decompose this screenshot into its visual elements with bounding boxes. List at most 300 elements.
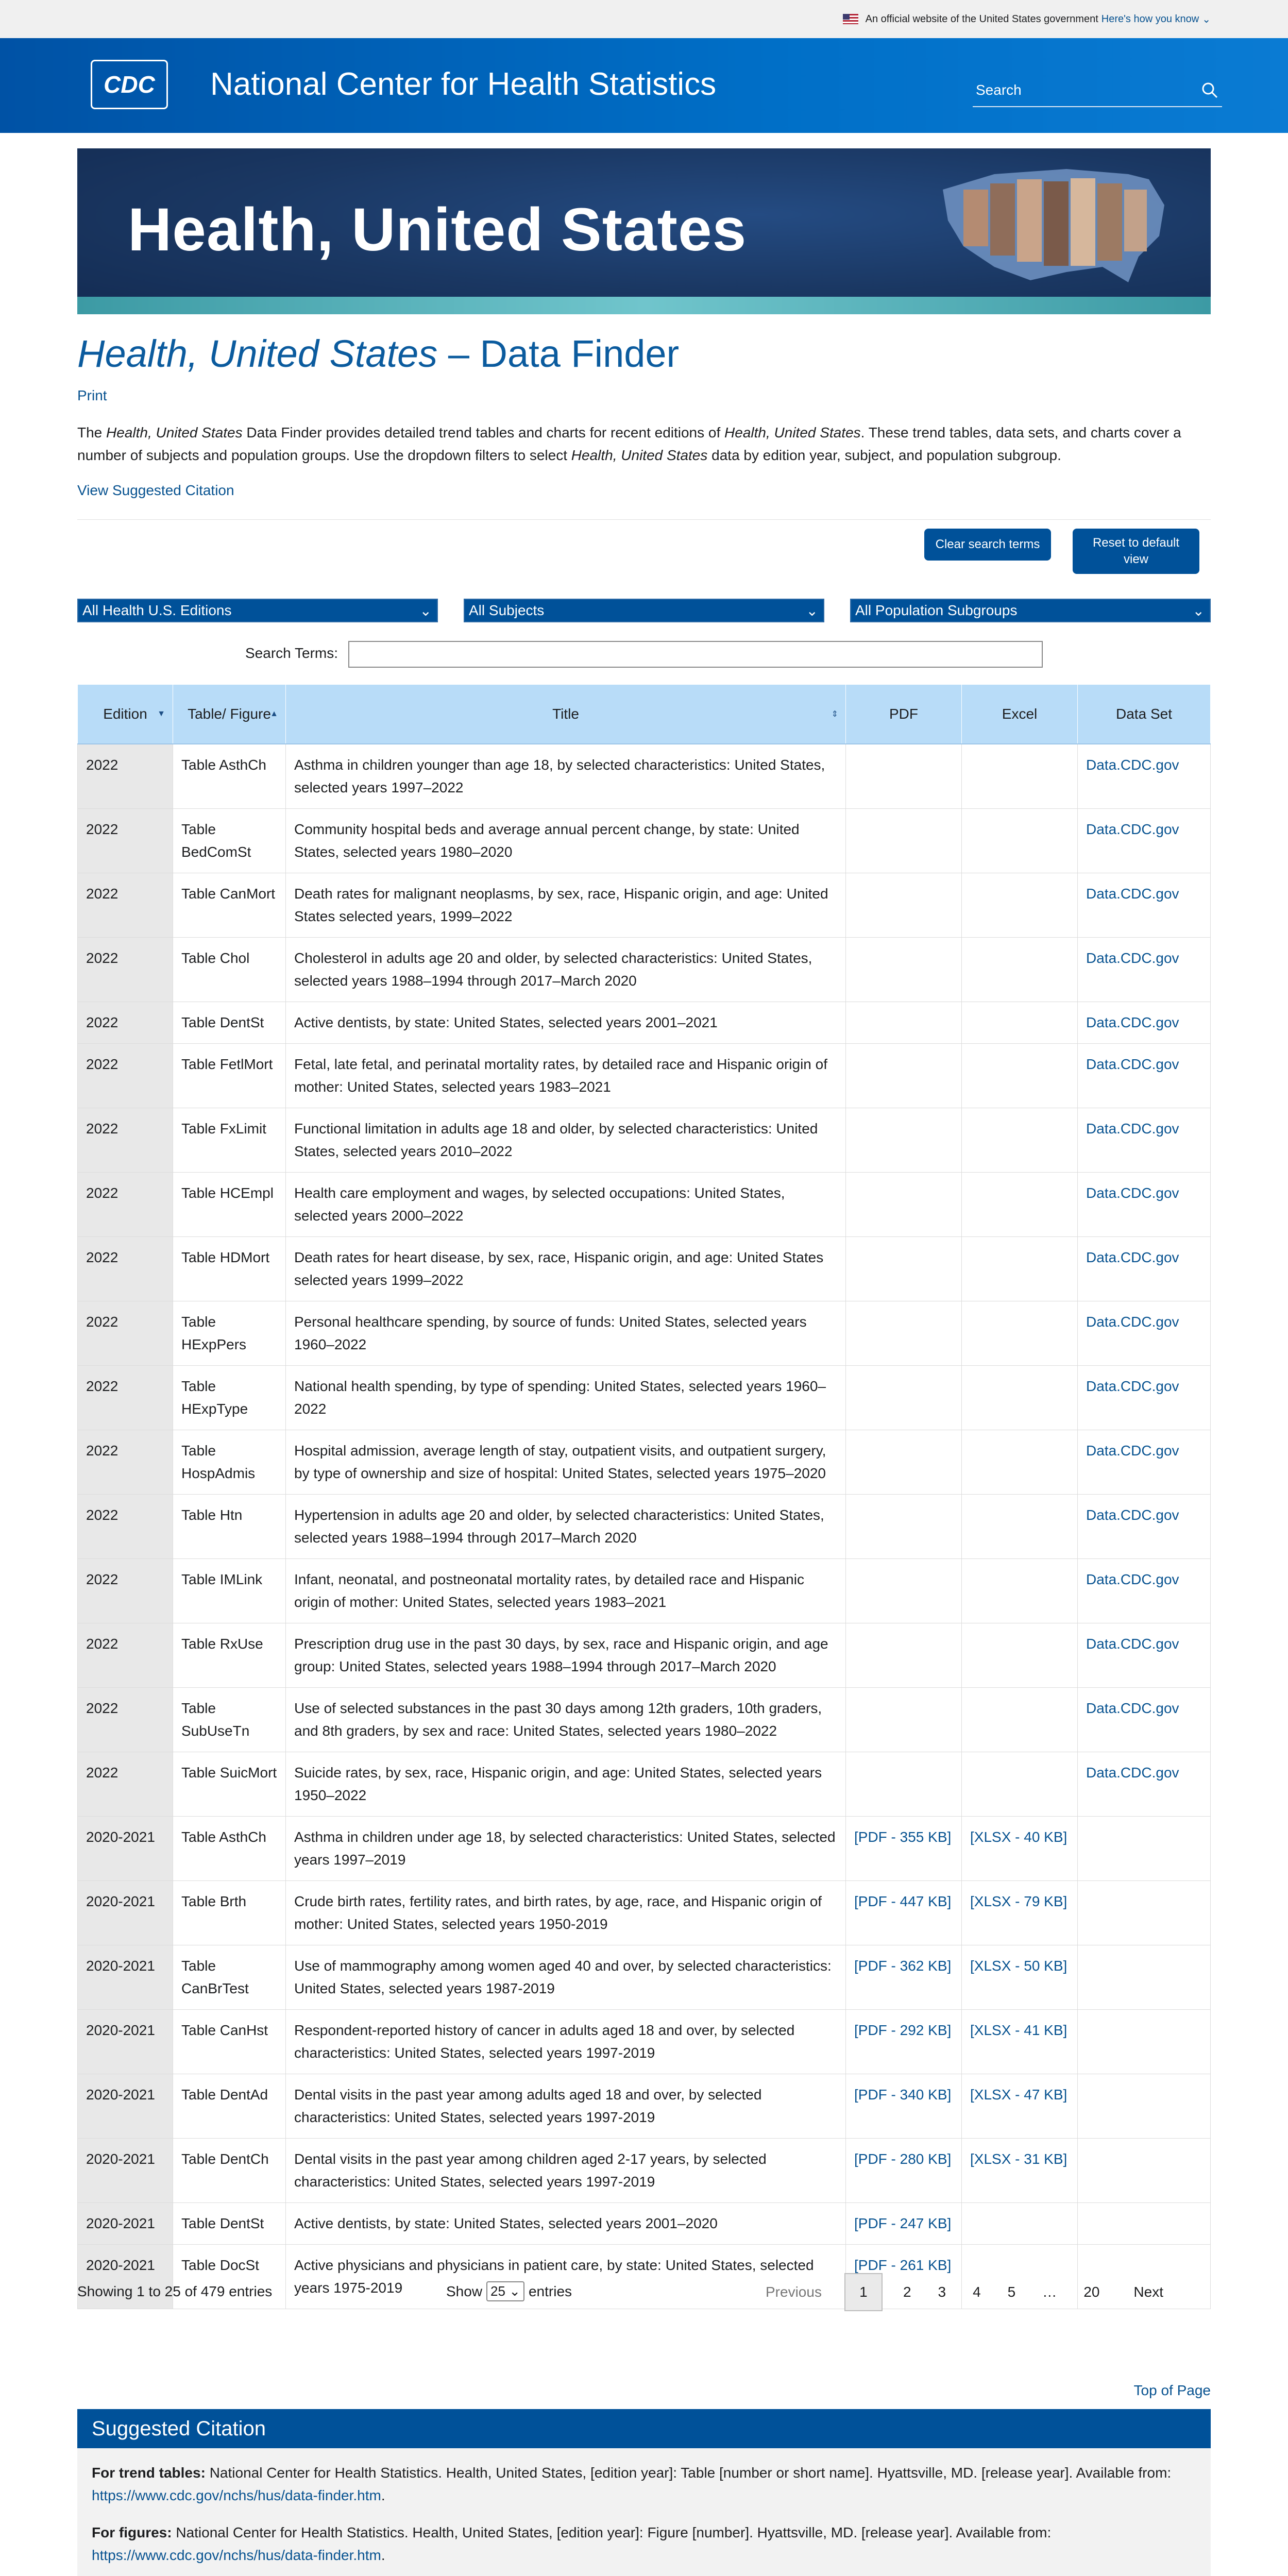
data-set-link[interactable]: Data.CDC.gov <box>1086 1314 1179 1330</box>
table-id-cell <box>173 1688 286 1752</box>
entries-info: Showing 1 to 25 of 479 entries <box>77 2283 273 2299</box>
page-length-select[interactable]: 25 ⌄ <box>486 2281 524 2301</box>
table-row <box>78 2139 1211 2203</box>
table-id-cell <box>173 809 286 873</box>
excel-cell <box>962 873 1078 938</box>
citation-trend-tables: For trend tables: National Center for Health Statistics. Health, United States, [edition year]: Table [number or short name]. Hyattsville, MD. [release year]. Available from: https://www.cdc.gov/nchs/hus/data-finder.htm. <box>92 2465 1172 2503</box>
table-id-text: Table CanHst <box>181 2022 268 2038</box>
page-title: Health, United States – Data Finder <box>77 332 680 375</box>
table-id-cell <box>173 938 286 1002</box>
edition-cell <box>78 1044 173 1108</box>
pdf-cell <box>846 1301 962 1366</box>
table-row <box>78 1881 1211 1945</box>
header-edition[interactable]: Edition ▼ <box>78 685 173 744</box>
table-id-text: Table AsthCh <box>181 757 266 773</box>
table-id-text: Table HospAdmis <box>181 1443 256 1481</box>
table-id-cell <box>173 1044 286 1108</box>
table-id-text: Table Brth <box>181 1893 247 1909</box>
table-id-cell <box>173 1559 286 1623</box>
table-id-cell <box>173 1881 286 1945</box>
pdf-cell <box>846 1430 962 1495</box>
pdf-cell <box>846 2139 962 2203</box>
edition-text: 2020-2021 <box>86 2022 155 2038</box>
us-flag-icon <box>843 14 858 24</box>
data-set-link[interactable]: Data.CDC.gov <box>1086 821 1179 837</box>
title-text: Asthma in children under age 18, by selected characteristics: United States, selected years 1997–2019 <box>294 1829 836 1868</box>
table-id-text: Table AsthCh <box>181 1829 266 1845</box>
edition-text: 2022 <box>86 1636 118 1652</box>
citation-trend-url[interactable]: https://www.cdc.gov/nchs/hus/data-finder.htm <box>92 2487 381 2503</box>
data-set-link[interactable]: Data.CDC.gov <box>1086 1636 1179 1652</box>
data-set-link[interactable]: Data.CDC.gov <box>1086 1700 1179 1716</box>
page-length-control: Show 25 ⌄ entries <box>446 2281 572 2301</box>
edition-text: 2022 <box>86 757 118 773</box>
table-row <box>78 1002 1211 1044</box>
excel-cell <box>962 1817 1078 1881</box>
title-cell <box>286 2074 846 2139</box>
table-id-cell <box>173 1108 286 1173</box>
excel-cell <box>962 1108 1078 1173</box>
data-set-link[interactable]: Data.CDC.gov <box>1086 1121 1179 1137</box>
title-cell <box>286 938 846 1002</box>
title-cell <box>286 1430 846 1495</box>
title-cell <box>286 1817 846 1881</box>
data-set-link[interactable]: Data.CDC.gov <box>1086 1185 1179 1201</box>
title-text: Infant, neonatal, and postneonatal mortality rates, by detailed race and Hispanic origin of mother: United States, selected years 1983–2021 <box>294 1571 804 1610</box>
pdf-cell <box>846 1752 962 1817</box>
pdf-cell <box>846 1623 962 1688</box>
table-id-text: Table DentAd <box>181 2087 268 2103</box>
header-table-figure[interactable]: Table/ Figure ▲ <box>173 685 286 744</box>
excel-cell <box>962 1237 1078 1301</box>
edition-cell <box>78 2203 173 2245</box>
edition-text: 2022 <box>86 1571 118 1587</box>
excel-cell <box>962 1173 1078 1237</box>
title-cell <box>286 1945 846 2010</box>
header-excel: Excel <box>962 685 1078 744</box>
site-header <box>0 38 1288 133</box>
next-page-button[interactable]: Next <box>1133 2284 1163 2300</box>
excel-cell <box>962 1002 1078 1044</box>
heres-how-you-know-link[interactable]: Here's how you know <box>1101 13 1199 25</box>
table-id-cell <box>173 1366 286 1430</box>
hero-title: Health, United States <box>128 196 747 264</box>
title-cell <box>286 744 846 809</box>
excel-cell <box>962 2139 1078 2203</box>
table-row <box>78 2203 1211 2245</box>
pdf-link[interactable]: [PDF - 247 KB] <box>854 2215 952 2231</box>
page-button-5[interactable]: 5 <box>1007 2284 1016 2300</box>
chevron-down-icon: ⌄ <box>806 602 818 619</box>
title-cell <box>286 1688 846 1752</box>
edition-text: 2022 <box>86 1765 118 1781</box>
title-text: Community hospital beds and average annual percent change, by state: United States, selected years 1980–2020 <box>294 821 800 860</box>
subjects-select[interactable]: All Subjects ⌄ <box>464 599 824 622</box>
table-id-text: Table HDMort <box>181 1249 270 1265</box>
data-set-cell <box>1078 1173 1211 1237</box>
header-pdf: PDF <box>846 685 962 744</box>
hero-banner <box>77 148 1211 314</box>
edition-text: 2022 <box>86 1014 118 1030</box>
title-cell <box>286 1752 846 1817</box>
page-button-1[interactable]: 1 <box>844 2273 883 2311</box>
table-id-cell <box>173 1817 286 1881</box>
table-id-cell <box>173 744 286 809</box>
title-text: Functional limitation in adults age 18 and older, by selected characteristics: United States, selected years 2010–2022 <box>294 1121 818 1159</box>
search-icon[interactable] <box>1200 81 1219 99</box>
excel-cell <box>962 1430 1078 1495</box>
title-cell <box>286 1366 846 1430</box>
data-set-cell <box>1078 744 1211 809</box>
pdf-link[interactable]: [PDF - 447 KB] <box>854 1893 952 1909</box>
excel-cell <box>962 2074 1078 2139</box>
data-set-link[interactable]: Data.CDC.gov <box>1086 757 1179 773</box>
table-id-cell <box>173 1623 286 1688</box>
edition-cell <box>78 1108 173 1173</box>
data-set-cell <box>1078 1623 1211 1688</box>
top-of-page-link[interactable]: Top of Page <box>1133 2382 1211 2398</box>
table-row <box>78 1817 1211 1881</box>
pdf-cell <box>846 1495 962 1559</box>
data-set-cell <box>1078 1002 1211 1044</box>
table-row <box>78 809 1211 873</box>
title-cell <box>286 1881 846 1945</box>
table-row <box>78 2074 1211 2139</box>
table-row <box>78 1945 1211 2010</box>
title-text: Active dentists, by state: United States, selected years 2001–2020 <box>294 2215 718 2231</box>
excel-cell <box>962 1495 1078 1559</box>
excel-cell <box>962 2010 1078 2074</box>
edition-cell <box>78 1623 173 1688</box>
title-text: Dental visits in the past year among children aged 2-17 years, by selected characteristics: United States, selected years 1997-2019 <box>294 2151 767 2190</box>
edition-text: 2022 <box>86 886 118 902</box>
divider <box>77 519 1211 520</box>
edition-cell <box>78 2139 173 2203</box>
table-row <box>78 1366 1211 1430</box>
data-set-link[interactable]: Data.CDC.gov <box>1086 950 1179 966</box>
data-set-cell <box>1078 1559 1211 1623</box>
edition-text: 2022 <box>86 821 118 837</box>
title-text: Fetal, late fetal, and perinatal mortality rates, by detailed race and Hispanic origin of mother: United States, selected years 1983–2021 <box>294 1056 828 1095</box>
page-button-20[interactable]: 20 <box>1083 2284 1100 2300</box>
header-title[interactable]: Title ⇕ <box>286 685 846 744</box>
site-search-input[interactable] <box>973 74 1222 107</box>
table-id-text: Table CanBrTest <box>181 1958 249 1996</box>
citation-figure-url[interactable]: https://www.cdc.gov/nchs/hus/data-finder.htm <box>92 2547 381 2563</box>
table-id-text: Table FetlMort <box>181 1056 273 1072</box>
citation-figures: For figures: National Center for Health Statistics. Health, United States, [edition year]: Figure [number]. Hyattsville, MD. [release year]. Available from: https://www.cdc.gov/nchs/hus/data-finder.htm. <box>92 2524 1052 2563</box>
table-id-cell <box>173 2074 286 2139</box>
table-id-text: Table HExpType <box>181 1378 248 1417</box>
data-set-cell <box>1078 1881 1211 1945</box>
edition-cell <box>78 938 173 1002</box>
pdf-cell <box>846 2074 962 2139</box>
table-row <box>78 1623 1211 1688</box>
edition-text: 2020-2021 <box>86 1829 155 1845</box>
title-cell <box>286 2010 846 2074</box>
edition-cell <box>78 1945 173 2010</box>
official-banner-text: An official website of the United States government <box>865 13 1098 25</box>
clear-search-terms-button[interactable]: Clear search terms <box>924 529 1051 561</box>
data-set-cell <box>1078 2074 1211 2139</box>
sort-desc-icon: ▼ <box>157 709 165 718</box>
edition-text: 2022 <box>86 1443 118 1459</box>
title-text: Suicide rates, by sex, race, Hispanic origin, and age: United States, selected years 1950–2022 <box>294 1765 822 1803</box>
pdf-link[interactable]: [PDF - 280 KB] <box>854 2151 952 2167</box>
title-cell <box>286 1495 846 1559</box>
table-row <box>78 1688 1211 1752</box>
edition-text: 2022 <box>86 1185 118 1201</box>
edition-cell <box>78 1237 173 1301</box>
edition-text: 2022 <box>86 1121 118 1137</box>
data-set-link[interactable]: Data.CDC.gov <box>1086 1443 1179 1459</box>
data-set-cell <box>1078 1430 1211 1495</box>
excel-link[interactable]: [XLSX - 40 KB] <box>970 1829 1067 1845</box>
pdf-cell <box>846 744 962 809</box>
pdf-cell <box>846 1044 962 1108</box>
table-id-cell <box>173 1430 286 1495</box>
table-row <box>78 1495 1211 1559</box>
data-set-cell <box>1078 1688 1211 1752</box>
edition-text: 2020-2021 <box>86 2257 155 2273</box>
page-button-2[interactable]: 2 <box>903 2284 911 2300</box>
title-text: Health care employment and wages, by selected occupations: United States, selected years 2000–2022 <box>294 1185 785 1224</box>
us-map-collage-image <box>933 159 1175 291</box>
table-row <box>78 744 1211 809</box>
excel-cell <box>962 938 1078 1002</box>
edition-cell <box>78 744 173 809</box>
pdf-link[interactable]: [PDF - 261 KB] <box>854 2257 952 2273</box>
table-id-text: Table CanMort <box>181 886 276 902</box>
pdf-cell <box>846 1366 962 1430</box>
edition-text: 2020-2021 <box>86 2151 155 2167</box>
pdf-link[interactable]: [PDF - 292 KB] <box>854 2022 952 2038</box>
edition-cell <box>78 1559 173 1623</box>
edition-text: 2020-2021 <box>86 2215 155 2231</box>
table-id-cell <box>173 1237 286 1301</box>
data-set-cell <box>1078 1108 1211 1173</box>
title-cell <box>286 873 846 938</box>
editions-select[interactable]: All Health U.S. Editions ⌄ <box>77 599 438 622</box>
data-finder-table <box>77 684 1211 2309</box>
table-row <box>78 1108 1211 1173</box>
pdf-link[interactable]: [PDF - 362 KB] <box>854 1958 952 1974</box>
data-set-cell <box>1078 1495 1211 1559</box>
title-text: Active physicians and physicians in patient care, by state: United States, selected years 1975-2019 <box>294 2257 814 2296</box>
title-text: Hypertension in adults age 20 and older, by selected characteristics: United States, selected years 1988–1994 through 2017–March 2020 <box>294 1507 824 1546</box>
title-text: Asthma in children younger than age 18, by selected characteristics: United States, selected years 1997–2022 <box>294 757 825 795</box>
pdf-cell <box>846 938 962 1002</box>
excel-cell <box>962 1623 1078 1688</box>
excel-cell <box>962 1366 1078 1430</box>
data-set-link[interactable]: Data.CDC.gov <box>1086 1507 1179 1523</box>
data-set-cell <box>1078 2139 1211 2203</box>
excel-link[interactable]: [XLSX - 31 KB] <box>970 2151 1067 2167</box>
title-cell <box>286 1237 846 1301</box>
title-text: Death rates for malignant neoplasms, by sex, race, Hispanic origin, and age: United States selected years, 1999–2022 <box>294 886 828 924</box>
page-button-3[interactable]: 3 <box>938 2284 946 2300</box>
search-terms-input[interactable] <box>348 641 1043 668</box>
table-id-text: Table RxUse <box>181 1636 263 1652</box>
data-set-link[interactable]: Data.CDC.gov <box>1086 1765 1179 1781</box>
table-id-text: Table DentSt <box>181 2215 264 2231</box>
table-id-text: Table DocSt <box>181 2257 259 2273</box>
table-id-cell <box>173 873 286 938</box>
table-row <box>78 1301 1211 1366</box>
title-cell <box>286 1108 846 1173</box>
table-id-text: Table Chol <box>181 950 250 966</box>
edition-text: 2020-2021 <box>86 1958 155 1974</box>
title-cell <box>286 809 846 873</box>
excel-link[interactable]: [XLSX - 50 KB] <box>970 1958 1067 1974</box>
data-set-cell <box>1078 1752 1211 1817</box>
title-text: Prescription drug use in the past 30 days, by sex, race and Hispanic origin, and age group: United States, selected years 1988–1994 through 2017–March 2020 <box>294 1636 828 1674</box>
excel-cell <box>962 2203 1078 2245</box>
data-set-cell <box>1078 1044 1211 1108</box>
data-set-cell <box>1078 1817 1211 1881</box>
excel-cell <box>962 1559 1078 1623</box>
pdf-cell <box>846 873 962 938</box>
title-text: Dental visits in the past year among adults aged 18 and over, by selected characteristics: United States, selected years 1997-2019 <box>294 2087 762 2125</box>
data-set-link[interactable]: Data.CDC.gov <box>1086 1378 1179 1394</box>
table-row <box>78 1752 1211 1817</box>
view-suggested-citation-link[interactable]: View Suggested Citation <box>77 482 234 498</box>
pdf-cell <box>846 1688 962 1752</box>
reset-default-view-button[interactable]: Reset to default view <box>1073 529 1199 574</box>
title-text: Use of mammography among women aged 40 and over, by selected characteristics: United States, selected years 1987-2019 <box>294 1958 832 1996</box>
edition-cell <box>78 873 173 938</box>
pdf-cell <box>846 1108 962 1173</box>
excel-cell <box>962 1688 1078 1752</box>
title-text: Use of selected substances in the past 30 days among 12th graders, 10th graders, and 8th graders, by sex and race: United States, selected years 1980–2022 <box>294 1700 822 1739</box>
title-cell <box>286 1044 846 1108</box>
pdf-link[interactable]: [PDF - 355 KB] <box>854 1829 952 1845</box>
edition-cell <box>78 2074 173 2139</box>
table-id-cell <box>173 1301 286 1366</box>
edition-text: 2020-2021 <box>86 1893 155 1909</box>
chevron-down-icon: ⌄ <box>1192 602 1205 619</box>
edition-cell <box>78 1495 173 1559</box>
table-row <box>78 938 1211 1002</box>
excel-link[interactable]: [XLSX - 41 KB] <box>970 2022 1067 2038</box>
edition-text: 2022 <box>86 1700 118 1716</box>
data-set-cell <box>1078 1366 1211 1430</box>
pdf-cell <box>846 1173 962 1237</box>
data-set-link[interactable]: Data.CDC.gov <box>1086 886 1179 902</box>
title-text: National health spending, by type of spending: United States, selected years 1960–2022 <box>294 1378 826 1417</box>
excel-link[interactable]: [XLSX - 47 KB] <box>970 2087 1067 2103</box>
data-set-link[interactable]: Data.CDC.gov <box>1086 1249 1179 1265</box>
table-row <box>78 873 1211 938</box>
data-set-cell <box>1078 873 1211 938</box>
table-id-cell <box>173 2010 286 2074</box>
excel-link[interactable]: [XLSX - 79 KB] <box>970 1893 1067 1909</box>
cdc-logo[interactable]: CDC <box>91 60 168 109</box>
pdf-cell <box>846 1237 962 1301</box>
excel-cell <box>962 1301 1078 1366</box>
pdf-link[interactable]: [PDF - 340 KB] <box>854 2087 952 2103</box>
title-text: Hospital admission, average length of stay, outpatient visits, and outpatient surgery, by type of ownership and size of hospital: United States, selected years 1975–2020 <box>294 1443 826 1481</box>
data-set-link[interactable]: Data.CDC.gov <box>1086 1014 1179 1030</box>
page-ellipsis: … <box>1042 2284 1057 2300</box>
title-cell <box>286 2203 846 2245</box>
population-subgroups-select[interactable]: All Population Subgroups ⌄ <box>850 599 1211 622</box>
edition-cell <box>78 1301 173 1366</box>
pdf-cell <box>846 1559 962 1623</box>
data-set-cell <box>1078 938 1211 1002</box>
data-set-cell <box>1078 1237 1211 1301</box>
excel-cell <box>962 1881 1078 1945</box>
pdf-cell <box>846 1817 962 1881</box>
print-link[interactable]: Print <box>77 387 107 403</box>
edition-text: 2022 <box>86 1314 118 1330</box>
data-set-link[interactable]: Data.CDC.gov <box>1086 1056 1179 1072</box>
table-id-text: Table DentSt <box>181 1014 264 1030</box>
title-text: Personal healthcare spending, by source of funds: United States, selected years 1960–2022 <box>294 1314 807 1352</box>
table-id-text: Table HCEmpl <box>181 1185 274 1201</box>
title-text: Cholesterol in adults age 20 and older, by selected characteristics: United States, selected years 1988–1994 through 2017–March 2020 <box>294 950 812 989</box>
search-terms-label: Search Terms: <box>245 645 338 661</box>
citation-heading: Suggested Citation <box>77 2409 1211 2448</box>
chevron-down-icon[interactable]: ⌄ <box>1202 13 1211 25</box>
edition-text: 2022 <box>86 1507 118 1523</box>
page-button-4[interactable]: 4 <box>973 2284 981 2300</box>
table-id-text: Table IMLink <box>181 1571 263 1587</box>
data-set-cell <box>1078 2010 1211 2074</box>
table-id-cell <box>173 1173 286 1237</box>
table-row <box>78 1559 1211 1623</box>
table-row <box>78 1430 1211 1495</box>
table-id-text: Table Htn <box>181 1507 243 1523</box>
pdf-cell <box>846 809 962 873</box>
suggested-citation-box <box>77 2409 1211 2576</box>
table-id-text: Table BedComSt <box>181 821 251 860</box>
title-text: Death rates for heart disease, by sex, race, Hispanic origin, and age: United States selected years 1999–2022 <box>294 1249 824 1288</box>
pdf-cell <box>846 2010 962 2074</box>
data-set-link[interactable]: Data.CDC.gov <box>1086 1571 1179 1587</box>
table-id-cell <box>173 1945 286 2010</box>
edition-text: 2022 <box>86 1249 118 1265</box>
excel-cell <box>962 1044 1078 1108</box>
site-title[interactable]: National Center for Health Statistics <box>210 66 717 102</box>
edition-cell <box>78 1817 173 1881</box>
table-id-text: Table FxLimit <box>181 1121 266 1137</box>
table-id-cell <box>173 1495 286 1559</box>
edition-cell <box>78 1881 173 1945</box>
edition-cell <box>78 1752 173 1817</box>
table-id-cell <box>173 2203 286 2245</box>
pdf-cell <box>846 1002 962 1044</box>
excel-cell <box>962 1752 1078 1817</box>
title-cell <box>286 1301 846 1366</box>
edition-text: 2022 <box>86 950 118 966</box>
edition-cell <box>78 1173 173 1237</box>
table-id-cell <box>173 1002 286 1044</box>
title-cell <box>286 1173 846 1237</box>
data-set-cell <box>1078 809 1211 873</box>
excel-cell <box>962 1945 1078 2010</box>
title-cell <box>286 2139 846 2203</box>
edition-cell <box>78 1688 173 1752</box>
previous-page-button[interactable]: Previous <box>766 2284 822 2300</box>
data-set-cell <box>1078 1945 1211 2010</box>
table-id-text: Table SubUseTn <box>181 1700 250 1739</box>
edition-text: 2022 <box>86 1378 118 1394</box>
pdf-cell <box>846 2203 962 2245</box>
table-id-cell <box>173 2139 286 2203</box>
excel-cell <box>962 809 1078 873</box>
table-row <box>78 1044 1211 1108</box>
